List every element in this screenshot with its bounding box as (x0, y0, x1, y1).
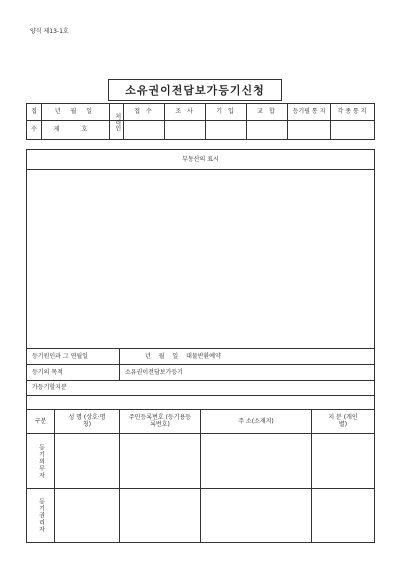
receipt-table (26, 103, 375, 140)
field-line (27, 380, 374, 381)
col-verify: 교 합 (257, 108, 277, 115)
date-field: 년 월 일 (54, 108, 97, 115)
obligor-row[interactable] (55, 434, 374, 488)
section-line (27, 348, 374, 349)
processor-label: 처리인 (113, 112, 121, 131)
property-description-area[interactable] (27, 170, 374, 348)
obligee-label: 등기권리자 (37, 498, 45, 533)
party-header-id: 주민등록번호 (등기용등록번호) (128, 413, 192, 428)
form-title: 소유권이전담보가등기신청 (108, 79, 282, 101)
form-number: 양식 제13-1호 (30, 28, 69, 35)
purpose-label: 등기의 목적 (32, 368, 63, 376)
receipt-label: 접 (31, 108, 37, 115)
receipt-number-field: 제 호 (53, 126, 98, 133)
col-entry: 기 입 (216, 108, 236, 115)
number-label: 수 (31, 126, 37, 133)
col-investigation: 조 사 (175, 108, 195, 115)
share-label: 가등기할지분 (32, 384, 67, 391)
purpose-value[interactable]: 소유권이전담보가등기 (125, 368, 183, 376)
application-form (26, 149, 375, 543)
party-header-name: 성 명 (상호·명칭) (68, 413, 106, 428)
field-line (27, 395, 374, 396)
col-receipt: 접 수 (134, 108, 154, 115)
cause-date-label: 등기원인과 그 연월일 (32, 353, 88, 360)
col-registration-notice: 등기필 통 지 (292, 107, 326, 115)
obligor-label: 등기의무자 (37, 443, 45, 479)
party-header-type: 구분 (34, 417, 47, 425)
party-header-address: 주 소(소재지) (238, 417, 274, 425)
col-various-notice: 각 종 통 지 (337, 107, 367, 115)
obligee-row[interactable] (55, 489, 374, 542)
property-section-title: 부동산의 표시 (182, 155, 219, 163)
cause-date-value[interactable]: 년 월 일 대물반환예약 (145, 353, 221, 360)
field-line (27, 364, 374, 365)
party-header-share: 지 분 (개인별) (328, 413, 358, 428)
